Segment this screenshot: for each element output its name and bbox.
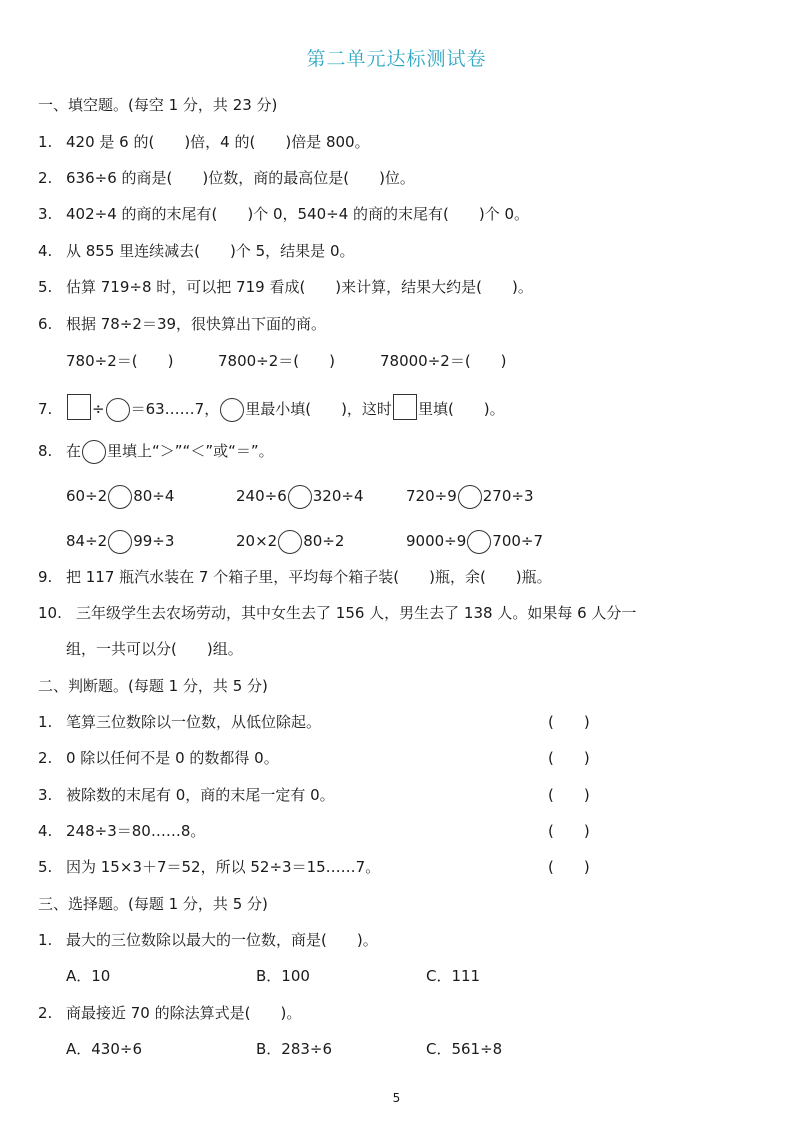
question-4 <box>38 240 355 262</box>
section-heading-multiple-choice: 三、选择题。(每题 1 分，共 5 分) <box>38 895 268 913</box>
answer-bracket: ( ) <box>548 822 590 840</box>
q8-pre-text: 在 <box>66 442 82 460</box>
square-blank-icon <box>393 394 417 420</box>
q6-item-2: 7800÷2＝( ) <box>218 352 335 370</box>
question-number: 5. <box>38 278 53 296</box>
page-title: 第二单元达标测试卷 <box>306 48 487 70</box>
answer-bracket: ( ) <box>548 858 590 876</box>
tf-item-1 <box>38 711 598 733</box>
question-text: 248÷3＝80……8。 <box>66 822 206 840</box>
circle-blank-icon <box>108 530 132 554</box>
compare-item: 720÷9 270÷3 <box>406 485 534 509</box>
circle-blank-icon <box>82 440 106 464</box>
question-number: 2. <box>38 749 53 767</box>
tf-item-3 <box>38 784 598 806</box>
answer-bracket: ( ) <box>548 713 590 731</box>
answer-bracket: ( ) <box>548 749 590 767</box>
circle-blank-icon <box>106 398 130 422</box>
question-number: 4. <box>38 242 53 260</box>
question-number: 3. <box>38 205 53 223</box>
question-text: 三年级学生去农场劳动，其中女生去了 156 人，男生去了 138 人。如果每 6 人分一 <box>76 604 637 622</box>
q7-text-1: ÷ <box>92 400 105 418</box>
question-number: 1. <box>38 133 53 151</box>
mc-question-2 <box>38 1002 301 1024</box>
compare-item: 60÷2 80÷4 <box>66 485 174 509</box>
question-text: 商最接近 70 的除法算式是( )。 <box>66 1004 302 1022</box>
question-number: 3. <box>38 786 53 804</box>
option-a: A．10 <box>66 967 111 985</box>
option-c: C．561÷8 <box>426 1040 503 1058</box>
question-10 <box>38 602 636 624</box>
compare-item: 240÷6 320÷4 <box>236 485 364 509</box>
tf-item-4 <box>38 820 598 842</box>
question-number: 6. <box>38 315 53 333</box>
question-number: 9. <box>38 568 53 586</box>
question-text: 把 117 瓶汽水装在 7 个箱子里，平均每个箱子装( )瓶，余( )瓶。 <box>66 568 552 586</box>
question-number: 7. <box>38 400 53 418</box>
question-text: 402÷4 的商的末尾有( )个 0，540÷4 的商的末尾有( )个 0。 <box>66 205 530 223</box>
question-text: 估算 719÷8 时，可以把 719 看成( )来计算，结果大约是( )。 <box>66 278 533 296</box>
question-text: 420 是 6 的( )倍，4 的( )倍是 800。 <box>66 133 370 151</box>
q6-item-3: 78000÷2＝( ) <box>380 352 507 370</box>
q7-text-4: 里填( )。 <box>417 400 505 418</box>
question-8 <box>38 440 274 464</box>
answer-bracket: ( ) <box>548 786 590 804</box>
question-text: 最大的三位数除以最大的一位数，商是( )。 <box>66 931 378 949</box>
option-b: B．100 <box>256 967 310 985</box>
question-number: 1. <box>38 713 53 731</box>
question-number: 1. <box>38 931 53 949</box>
option-c: C．111 <box>426 967 481 985</box>
compare-item: 84÷2 99÷3 <box>66 530 174 554</box>
question-text: 根据 78÷2＝39，很快算出下面的商。 <box>66 315 327 333</box>
question-text: 笔算三位数除以一位数，从低位除起。 <box>66 713 322 731</box>
q7-text-3: 里最小填( )，这时 <box>245 400 392 418</box>
question-3 <box>38 203 529 225</box>
compare-item: 9000÷9 700÷7 <box>406 530 543 554</box>
question-7 <box>38 394 505 422</box>
question-number: 8. <box>38 442 53 460</box>
compare-item: 20×2 80÷2 <box>236 530 344 554</box>
question-number: 2. <box>38 1004 53 1022</box>
section-heading-fill-blank: 一、填空题。(每空 1 分，共 23 分) <box>38 96 278 114</box>
option-b: B．283÷6 <box>256 1040 333 1058</box>
circle-blank-icon <box>288 485 312 509</box>
question-text: 被除数的末尾有 0，商的末尾一定有 0。 <box>66 786 335 804</box>
question-1 <box>38 131 370 153</box>
q8-post-text: 里填上“＞”“＜”或“＝”。 <box>107 442 274 460</box>
page-number: 5 <box>392 1091 401 1105</box>
tf-item-5 <box>38 856 598 878</box>
question-text: 从 855 里连续减去( )个 5，结果是 0。 <box>66 242 355 260</box>
question-text: 0 除以任何不是 0 的数都得 0。 <box>66 749 279 767</box>
question-9 <box>38 566 552 588</box>
tf-item-2 <box>38 747 598 769</box>
question-text: 因为 15×3＋7＝52，所以 52÷3＝15……7。 <box>66 858 381 876</box>
question-10-cont: 组，一共可以分( )组。 <box>66 640 243 658</box>
option-a: A．430÷6 <box>66 1040 143 1058</box>
circle-blank-icon <box>278 530 302 554</box>
question-number: 2. <box>38 169 53 187</box>
circle-blank-icon <box>108 485 132 509</box>
mc-question-1 <box>38 929 378 951</box>
square-blank-icon <box>67 394 91 420</box>
question-5 <box>38 276 533 298</box>
circle-blank-icon <box>220 398 244 422</box>
section-heading-true-false: 二、判断题。(每题 1 分，共 5 分) <box>38 677 268 695</box>
question-2 <box>38 167 415 189</box>
question-number: 5. <box>38 858 53 876</box>
circle-blank-icon <box>467 530 491 554</box>
q7-text-2: ＝63……7， <box>130 400 220 418</box>
question-number: 4. <box>38 822 53 840</box>
circle-blank-icon <box>458 485 482 509</box>
q6-item-1: 780÷2＝( ) <box>66 352 174 370</box>
question-6 <box>38 313 326 335</box>
question-number: 10. <box>38 604 62 622</box>
question-text: 636÷6 的商是( )位数，商的最高位是( )位。 <box>66 169 415 187</box>
